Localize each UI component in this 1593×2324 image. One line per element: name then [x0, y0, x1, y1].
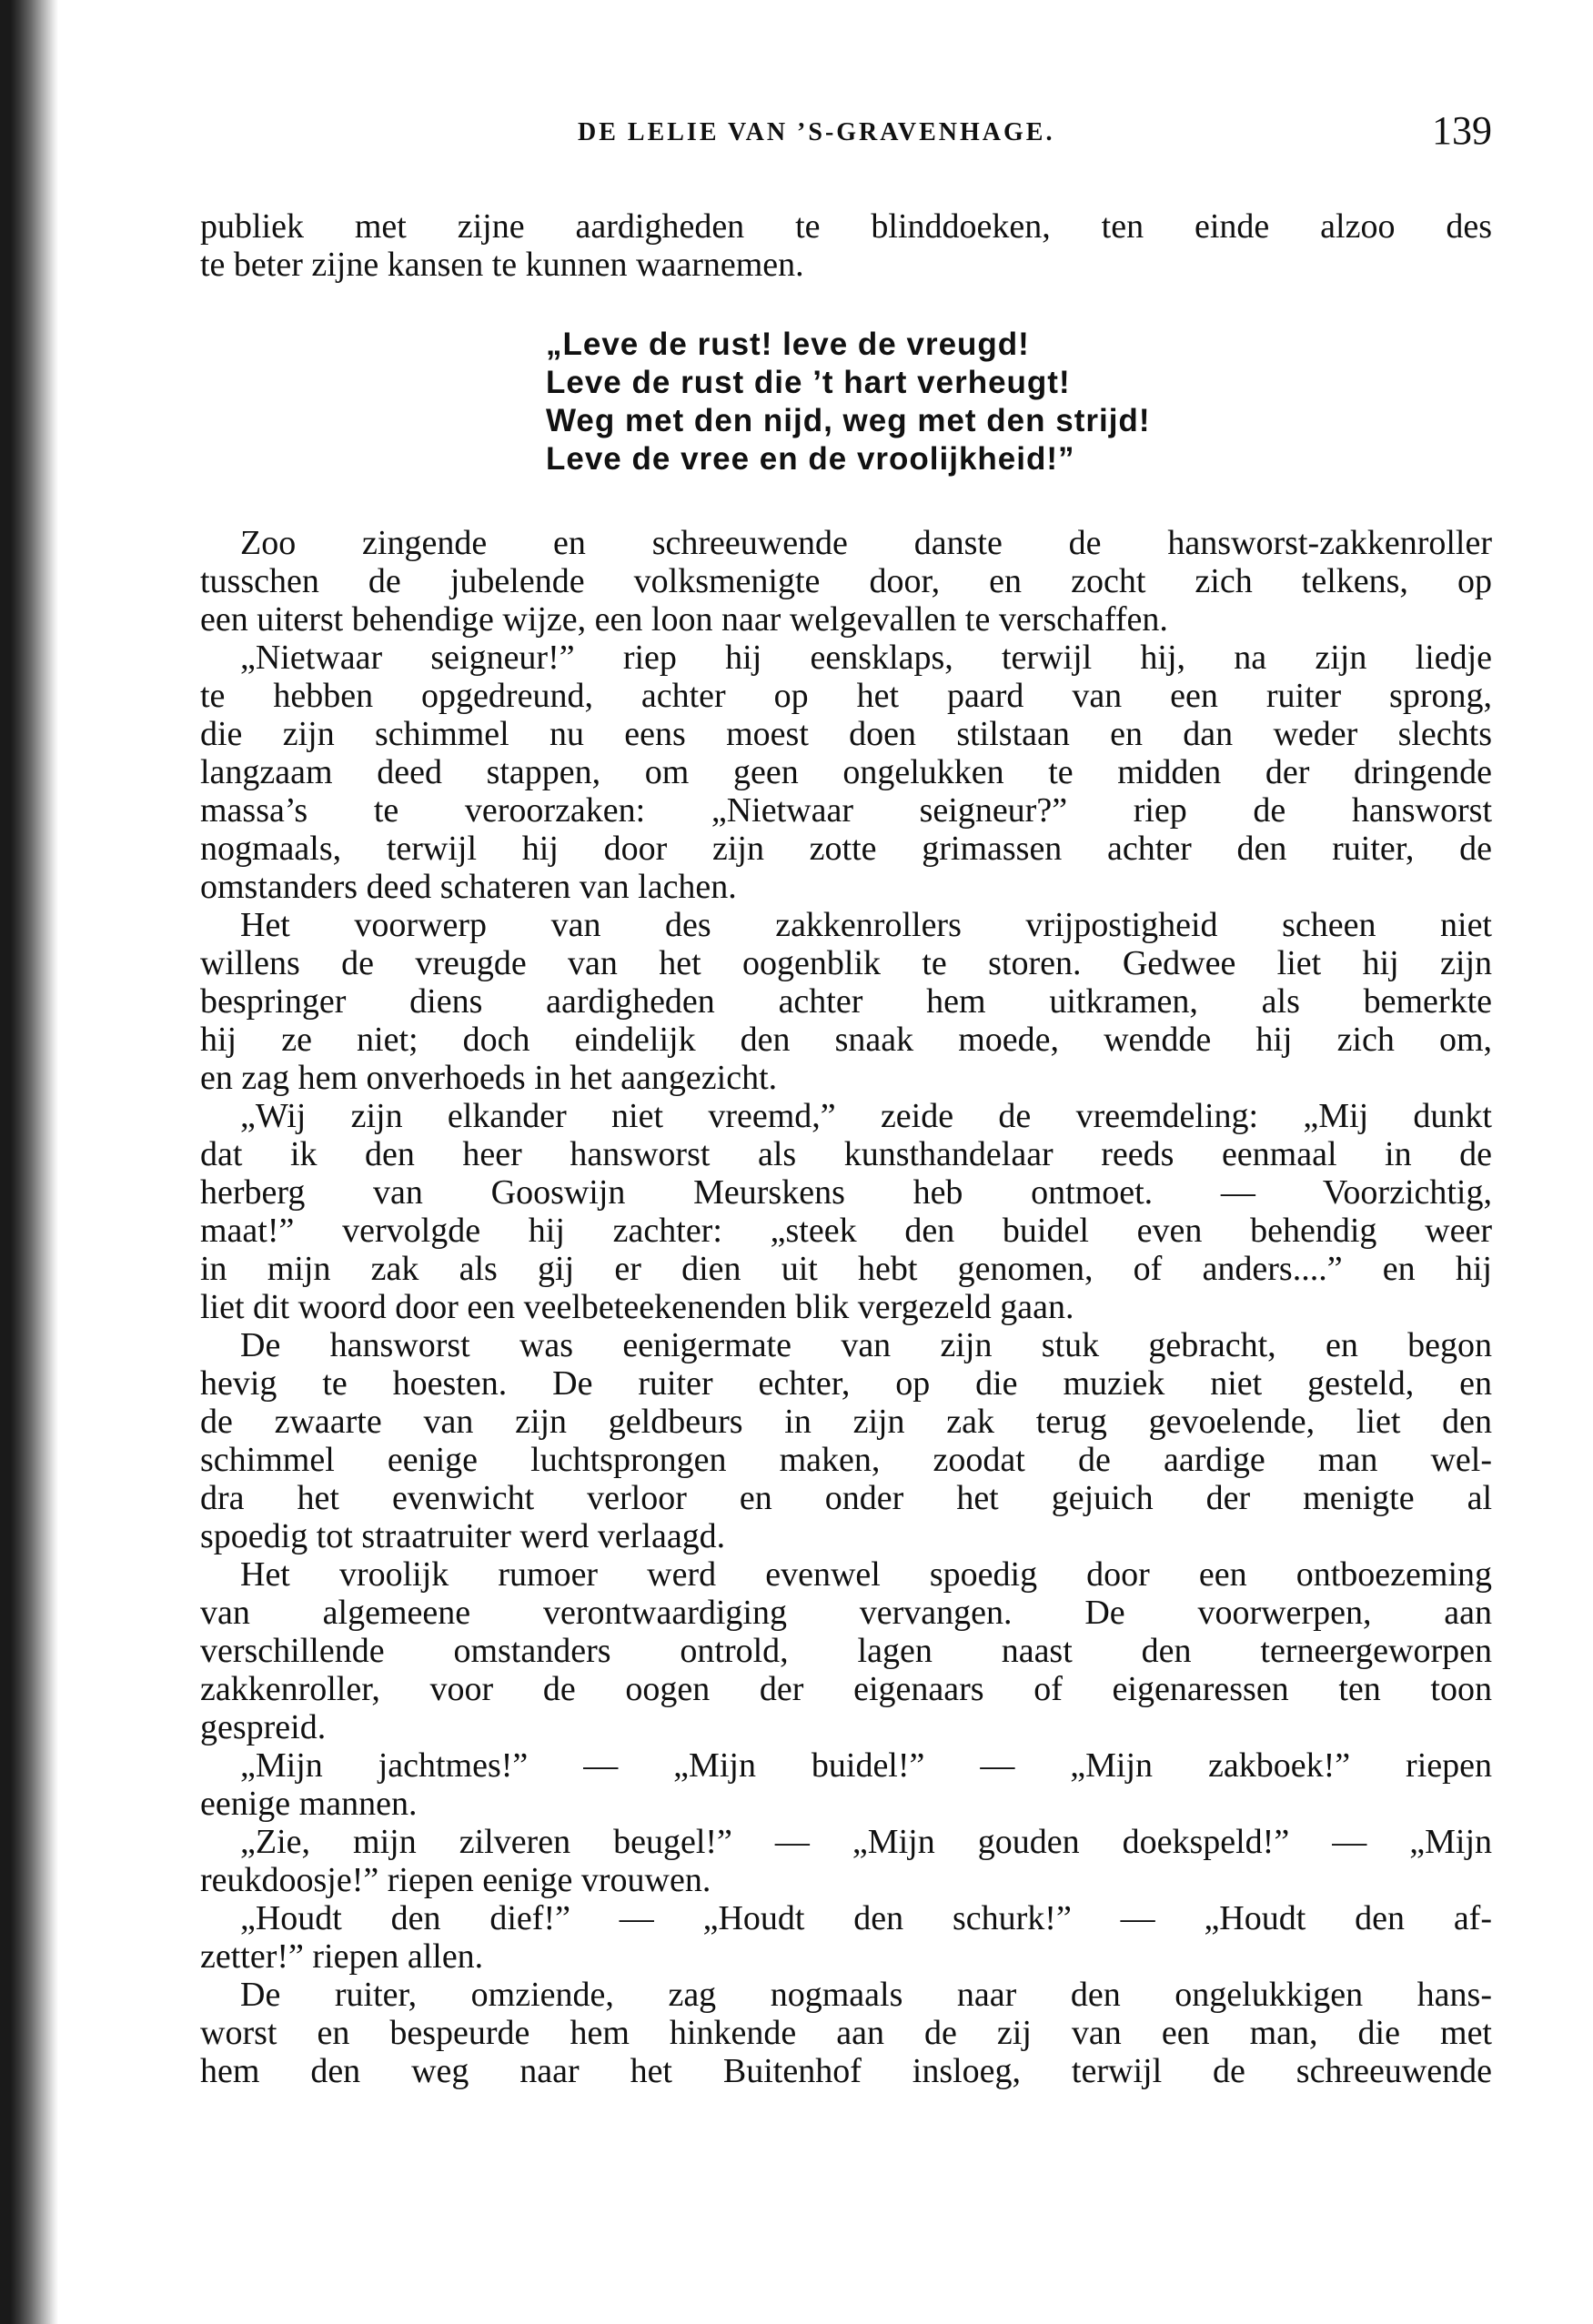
verse-line: Leve de vree en de vroolijkheid!”	[546, 441, 1075, 477]
text-line: hem den weg naar het Buitenhof insloeg, terwijl de schreeuwende	[200, 2052, 1492, 2090]
text-line: een uiterst behendige wijze, een loon naar welgevallen te verschaffen.	[200, 600, 1168, 639]
text-line: tusschen de jubelende volksmenigte door, en zocht zich telkens, op	[200, 562, 1492, 600]
text-line: De hansworst was eenigermate van zijn stuk gebracht, en begon	[240, 1326, 1492, 1364]
book-binding-edge	[0, 0, 58, 2324]
text-line: verschillende omstanders ontrold, lagen naast den terneergeworpen	[200, 1632, 1492, 1670]
text-line: gespreid.	[200, 1708, 327, 1746]
text-line: nogmaals, terwijl hij door zijn zotte grimassen achter den ruiter, de	[200, 830, 1492, 868]
text-line: maat!” vervolgde hij zachter: „steek den buidel even behendig weer	[200, 1212, 1492, 1250]
verse-line: Weg met den nijd, weg met den strijd!	[546, 403, 1151, 438]
text-line: „Houdt den dief!” — „Houdt den schurk!” — „Houdt den af-	[240, 1899, 1492, 1937]
text-line: hevig te hoesten. De ruiter echter, op die muziek niet gesteld, en	[200, 1364, 1492, 1403]
text-line: de zwaarte van zijn geldbeurs in zijn zak terug gevoelende, liet den	[200, 1403, 1492, 1441]
text-line: te beter zijne kansen te kunnen waarnemen.	[200, 246, 804, 284]
text-line: in mijn zak als gij er dien uit hebt genomen, of anders....” en hij	[200, 1250, 1492, 1288]
text-line: De ruiter, omziende, zag nogmaals naar den ongelukkigen hans-	[240, 1976, 1492, 2014]
page-number: 139	[1432, 108, 1492, 153]
text-line: en zag hem onverhoeds in het aangezicht.	[200, 1059, 778, 1097]
text-line: herberg van Gooswijn Meurskens heb ontmoet. — Voorzichtig,	[200, 1173, 1492, 1212]
text-line: omstanders deed schateren van lachen.	[200, 868, 737, 906]
text-line: Het voorwerp van des zakkenrollers vrijpostigheid scheen niet	[240, 906, 1492, 944]
text-line: worst en bespeurde hem hinkende aan de zij van een man, die met	[200, 2014, 1492, 2052]
text-line: Het vroolijk rumoer werd evenwel spoedig door een ontboezeming	[240, 1555, 1492, 1594]
text-line: „Nietwaar seigneur!” riep hij eensklaps, terwijl hij, na zijn liedje	[240, 639, 1492, 677]
running-title: DE LELIE VAN ’S-GRAVENHAGE.	[578, 118, 1055, 146]
text-line: zetter!” riepen allen.	[200, 1937, 484, 1976]
text-line: reukdoosje!” riepen eenige vrouwen.	[200, 1861, 711, 1899]
verse-line: Leve de rust die ’t hart verheugt!	[546, 365, 1071, 400]
text-line: langzaam deed stappen, om geen ongelukken te midden der dringende	[200, 753, 1492, 791]
text-line: „Zie, mijn zilveren beugel!” — „Mijn gouden doekspeld!” — „Mijn	[240, 1823, 1492, 1861]
text-line: te hebben opgedreund, achter op het paard van een ruiter sprong,	[200, 677, 1492, 715]
text-line: die zijn schimmel nu eens moest doen stilstaan en dan weder slechts	[200, 715, 1492, 753]
text-line: Zoo zingende en schreeuwende danste de hansworst-zakkenroller	[240, 524, 1492, 562]
text-line: „Mijn jachtmes!” — „Mijn buidel!” — „Mijn zakboek!” riepen	[240, 1746, 1492, 1785]
text-line: dat ik den heer hansworst als kunsthandelaar reeds eenmaal in de	[200, 1135, 1492, 1173]
text-line: liet dit woord door een veelbeteekenenden blik vergezeld gaan.	[200, 1288, 1074, 1326]
running-head	[200, 107, 1492, 162]
text-line: hij ze niet; doch eindelijk den snaak moede, wendde hij zich om,	[200, 1021, 1492, 1059]
text-line: dra het evenwicht verloor en onder het gejuich der menigte al	[200, 1479, 1492, 1517]
text-line: schimmel eenige luchtsprongen maken, zoodat de aardige man wel-	[200, 1441, 1492, 1479]
body-text	[200, 207, 1492, 2090]
text-line: bespringer diens aardigheden achter hem uitkramen, als bemerkte	[200, 982, 1492, 1021]
text-line: willens de vreugde van het oogenblik te storen. Gedwee liet hij zijn	[200, 944, 1492, 982]
verse-line: „Leve de rust! leve de vreugd!	[546, 327, 1030, 362]
text-line: van algemeene verontwaardiging vervangen. De voorwerpen, aan	[200, 1594, 1492, 1632]
text-line: massa’s te veroorzaken: „Nietwaar seigneur?” riep de hansworst	[200, 791, 1492, 830]
text-line: „Wij zijn elkander niet vreemd,” zeide de vreemdeling: „Mij dunkt	[240, 1097, 1492, 1135]
text-line: spoedig tot straatruiter werd verlaagd.	[200, 1517, 726, 1555]
text-line: publiek met zijne aardigheden te blinddoeken, ten einde alzoo des	[200, 207, 1492, 246]
song-verse	[200, 326, 1492, 478]
text-line: eenige mannen.	[200, 1785, 418, 1823]
text-line: zakkenroller, voor de oogen der eigenaars of eigenaressen ten toon	[200, 1670, 1492, 1708]
